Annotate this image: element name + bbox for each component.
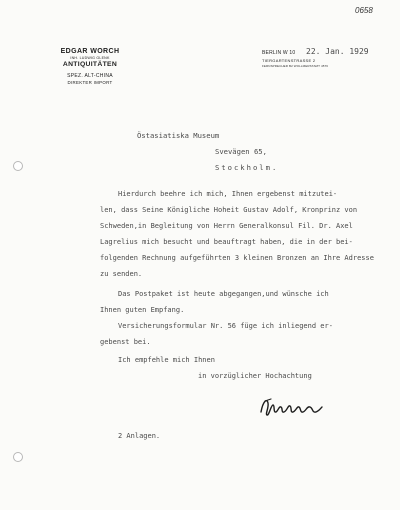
body-line: zu senden. [100, 270, 143, 278]
enclosures: 2 Anlagen. [118, 432, 161, 440]
firm-name: EDGAR WORCH [60, 48, 120, 55]
body-line: gebenst bei. [100, 338, 151, 346]
letterhead-firm [52, 48, 128, 85]
closing-line: Ich empfehle mich Ihnen [118, 356, 215, 364]
closing-line: in vorzüglicher Hochachtung [198, 372, 312, 380]
recipient-name: Östasiatiska Museum [137, 131, 220, 140]
letterhead-phone: FERNSPRECHER B2 WOLLMERSTAMT 4576 [262, 64, 329, 68]
letter-date: 22. Jan. 1929 [306, 47, 369, 56]
archive-number: 0658 [355, 6, 373, 15]
body-line: Ihnen guten Empfang. [100, 306, 185, 314]
recipient-city: Stockholm. [215, 163, 279, 172]
signature-icon [259, 395, 324, 419]
body-line: len, dass Seine Königliche Hoheit Gustav Adolf, Kronprinz von [100, 206, 358, 214]
body-line: Hierdurch beehre ich mich, Ihnen ergebenst mitzutei- [118, 190, 338, 198]
firm-owner: INH. LUDWIG GLENK [70, 56, 110, 60]
punch-hole-top [13, 161, 23, 171]
letterhead-place: BERLIN W 10 [262, 50, 296, 56]
firm-specialty: SPEZ. ALT-CHINA [67, 73, 113, 79]
firm-import: DIREKTER IMPORT [67, 80, 113, 85]
body-line: folgenden Rechnung aufgeführten 3 kleinen Bronzen an Ihre Adresse [100, 254, 374, 262]
recipient-street: Svevägen 65, [215, 147, 267, 156]
body-line: Schweden,in Begleitung von Herrn Generalkonsul Fil. Dr. Axel [100, 222, 353, 230]
punch-hole-bottom [13, 452, 23, 462]
body-line: Das Postpaket ist heute abgegangen,und wünsche ich [118, 290, 329, 298]
body-line: Versicherungsformular Nr. 56 füge ich inliegend er- [118, 322, 333, 330]
body-line: Lagrelius mich besucht und beauftragt haben, die in der bei- [100, 238, 353, 246]
letterhead-street: TIERGARTENSTRASSE 2 [262, 58, 316, 63]
firm-trade: ANTIQUITÄTEN [62, 61, 118, 68]
